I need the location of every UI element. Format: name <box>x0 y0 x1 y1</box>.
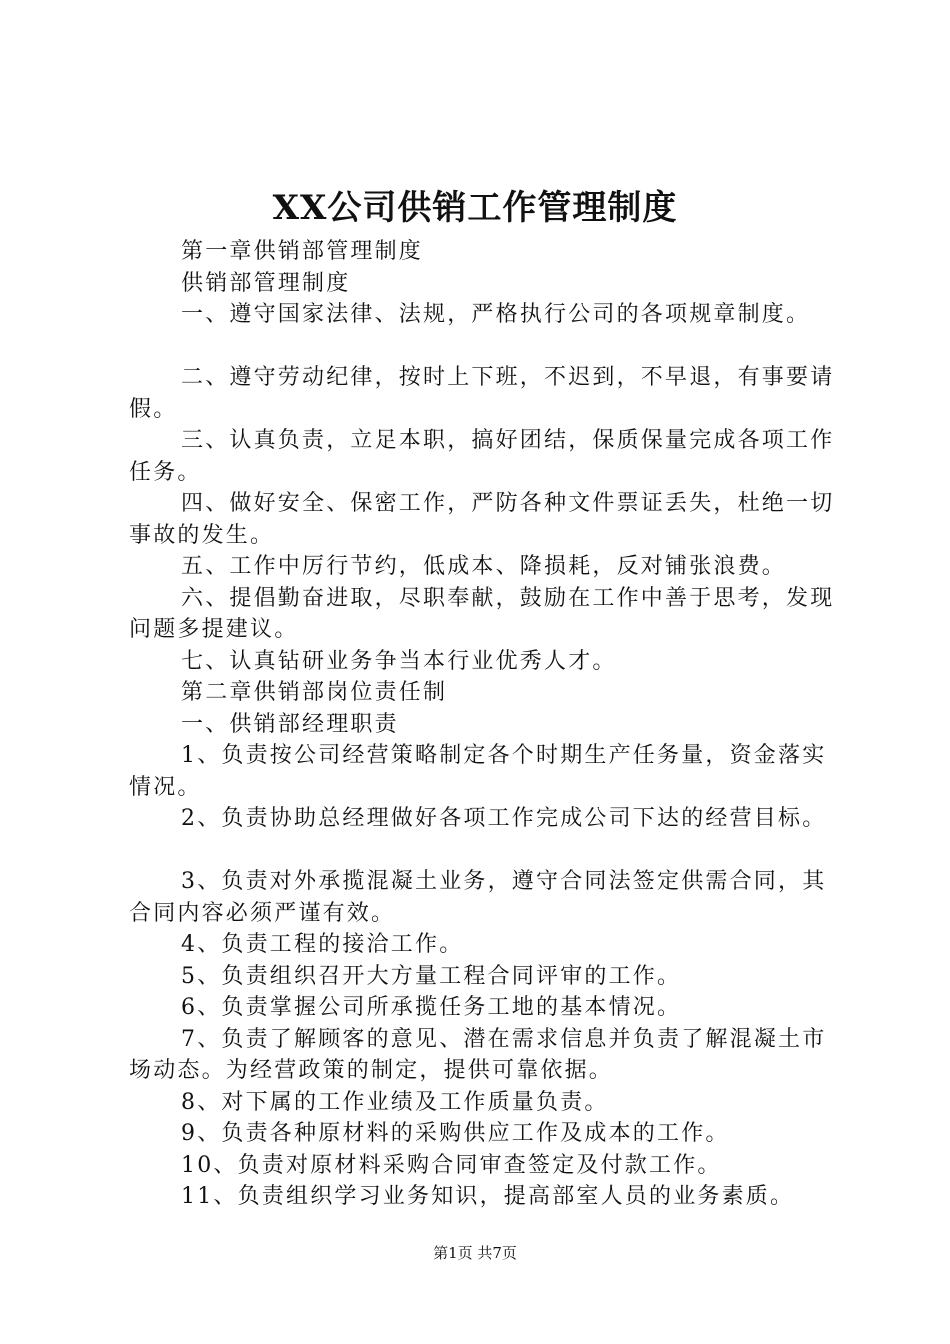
chapter-heading: 第二章供销部岗位责任制 <box>181 680 448 705</box>
paragraph: 8、对下属的工作业绩及工作质量负责。 <box>181 1089 609 1115</box>
paragraph: 七、认真钻研业务争当本行业优秀人才。 <box>181 648 617 674</box>
document-title: XX公司供销工作管理制度 <box>272 188 678 228</box>
paragraph: 六、提倡勤奋进取，尽职奉献，鼓励在工作中善于思考，发现问题多提建议。 <box>129 585 835 642</box>
document-body <box>129 236 835 1213</box>
paragraph: 二、遵守劳动纪律，按时上下班，不迟到，不早退，有事要请假。 <box>129 365 835 422</box>
paragraph: 9、负责各种原材料的采购供应工作及成本的工作。 <box>181 1121 730 1146</box>
paragraph: 三、认真负责，立足本职，搞好团结，保质保量完成各项工作任务。 <box>129 428 835 485</box>
paragraph: 4、负责工程的接洽工作。 <box>181 932 464 957</box>
paragraph: 11、负责组织学习业务知识，提高部室人员的业务素质。 <box>181 1184 795 1209</box>
paragraph: 四、做好安全、保密工作，严防各种文件票证丢失，杜绝一切事故的发生。 <box>129 491 835 548</box>
section-heading: 供销部管理制度 <box>181 270 351 296</box>
paragraph: 10、负责对原材料采购合同审查签定及付款工作。 <box>181 1152 722 1178</box>
chapter-heading: 第一章供销部管理制度 <box>181 239 424 264</box>
paragraph: 7、负责了解顾客的意见、潜在需求信息并负责了解混凝土市场动态。为经营政策的制定，提供可靠依据。 <box>129 1026 827 1083</box>
paragraph: 2、负责协助总经理做好各项工作完成公司下达的经营目标。 <box>181 806 827 831</box>
paragraph: 五、工作中厉行节约，低成本、降损耗，反对铺张浪费。 <box>181 554 787 579</box>
page-number-footer: 第1页 共7页 <box>433 1244 517 1262</box>
blank-line <box>129 835 835 867</box>
paragraph: 5、负责组织召开大方量工程合同评审的工作。 <box>181 963 682 989</box>
section-heading: 一、供销部经理职责 <box>181 711 399 737</box>
paragraph: 1、负责按公司经营策略制定各个时期生产任务量，资金落实情况。 <box>129 743 827 800</box>
paragraph: 6、负责掌握公司所承揽任务工地的基本情况。 <box>181 995 682 1020</box>
blank-line <box>129 331 835 363</box>
paragraph: 3、负责对外承揽混凝土业务，遵守合同法签定供需合同，其合同内容必须严谨有效。 <box>129 869 827 926</box>
paragraph: 一、遵守国家法律、法规，严格执行公司的各项规章制度。 <box>181 302 811 327</box>
